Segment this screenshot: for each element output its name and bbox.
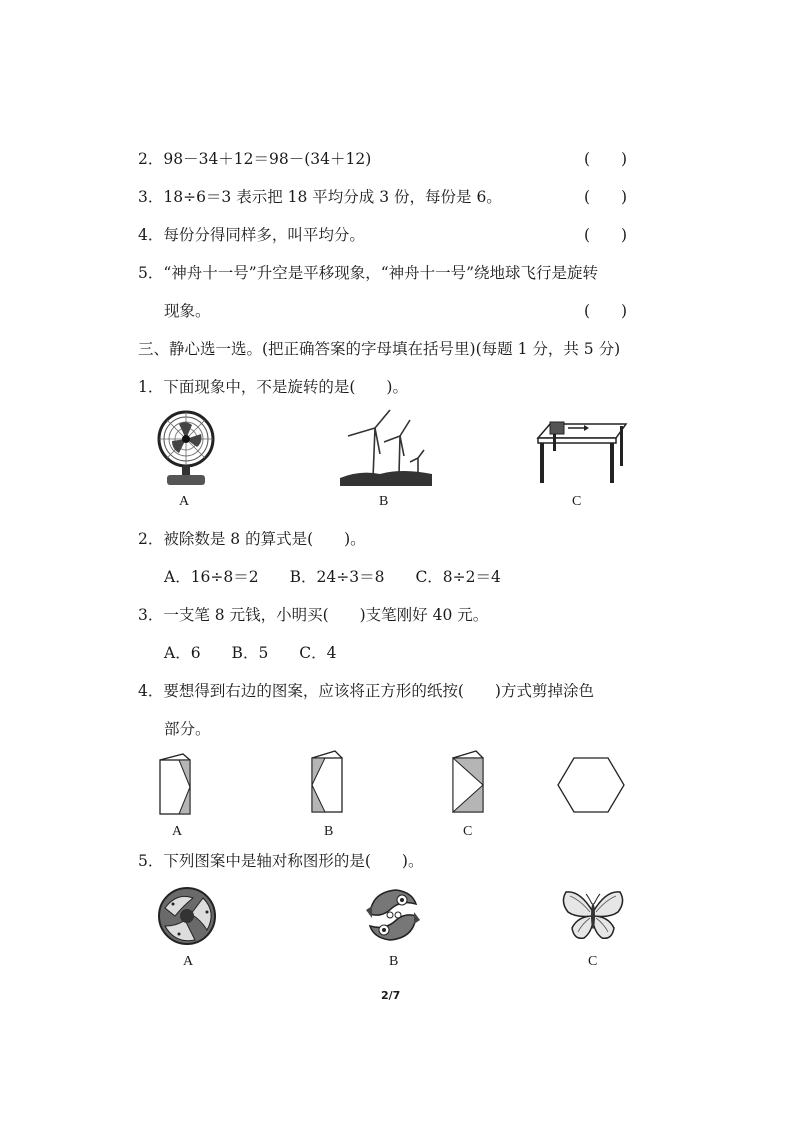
question-3-options: A．6 B．5 C．4 <box>164 644 337 662</box>
question-3: 3．一支笔 8 元钱，小明买( )支笔刚好 40 元。 <box>138 606 489 624</box>
question-2: 2．被除数是 8 的算式是( )。 <box>138 530 366 548</box>
folded-paper-c-icon <box>448 748 488 814</box>
q1-option-a: A <box>179 494 190 509</box>
carp-pattern-icon <box>155 886 219 946</box>
hexagon-icon <box>556 756 626 814</box>
box-on-table-icon <box>528 416 628 484</box>
answer-paren-4[interactable]: ( ) <box>584 226 628 244</box>
folded-paper-a-icon <box>155 752 195 816</box>
q5-option-a: A <box>183 954 194 969</box>
q5-option-c: C <box>588 954 598 969</box>
question-2-options: A．16÷8＝2 B．24÷3＝8 C．8÷2＝4 <box>164 568 501 586</box>
q1-option-c: C <box>572 494 582 509</box>
question-4-cont: 部分。 <box>164 720 211 738</box>
fish-pattern-icon <box>362 884 424 946</box>
electric-fan-icon <box>155 408 217 488</box>
judge-item-4: 4．每份分得同样多，叫平均分。 <box>138 226 365 244</box>
q4-option-b: B <box>324 824 334 839</box>
answer-paren-2[interactable]: ( ) <box>584 150 628 168</box>
judge-item-3: 3．18÷6＝3 表示把 18 平均分成 3 份，每份是 6。 <box>138 188 502 206</box>
answer-paren-5[interactable]: ( ) <box>584 302 628 320</box>
butterfly-icon <box>560 888 626 944</box>
judge-item-5-cont: 现象。 <box>164 302 211 320</box>
judge-item-5: 5．“神舟十一号”升空是平移现象，“神舟十一号”绕地球飞行是旋转 <box>138 264 599 282</box>
q5-option-b: B <box>389 954 399 969</box>
page-number: 2/7 <box>381 989 401 1002</box>
judge-item-2: 2．98－34＋12＝98－(34＋12) <box>138 150 372 168</box>
answer-paren-3[interactable]: ( ) <box>584 188 628 206</box>
question-4: 4．要想得到右边的图案，应该将正方形的纸按( )方式剪掉涂色 <box>138 682 594 700</box>
section-heading: 三、静心选一选。(把正确答案的字母填在括号里)(每题 1 分，共 5 分) <box>138 340 621 358</box>
question-5: 5．下列图案中是轴对称图形的是( )。 <box>138 852 424 870</box>
q4-option-c: C <box>463 824 473 839</box>
folded-paper-b-icon <box>307 748 347 814</box>
question-1: 1．下面现象中，不是旋转的是( )。 <box>138 378 408 396</box>
wind-turbines-icon <box>340 408 432 486</box>
q4-option-a: A <box>172 824 183 839</box>
q1-option-b: B <box>379 494 389 509</box>
